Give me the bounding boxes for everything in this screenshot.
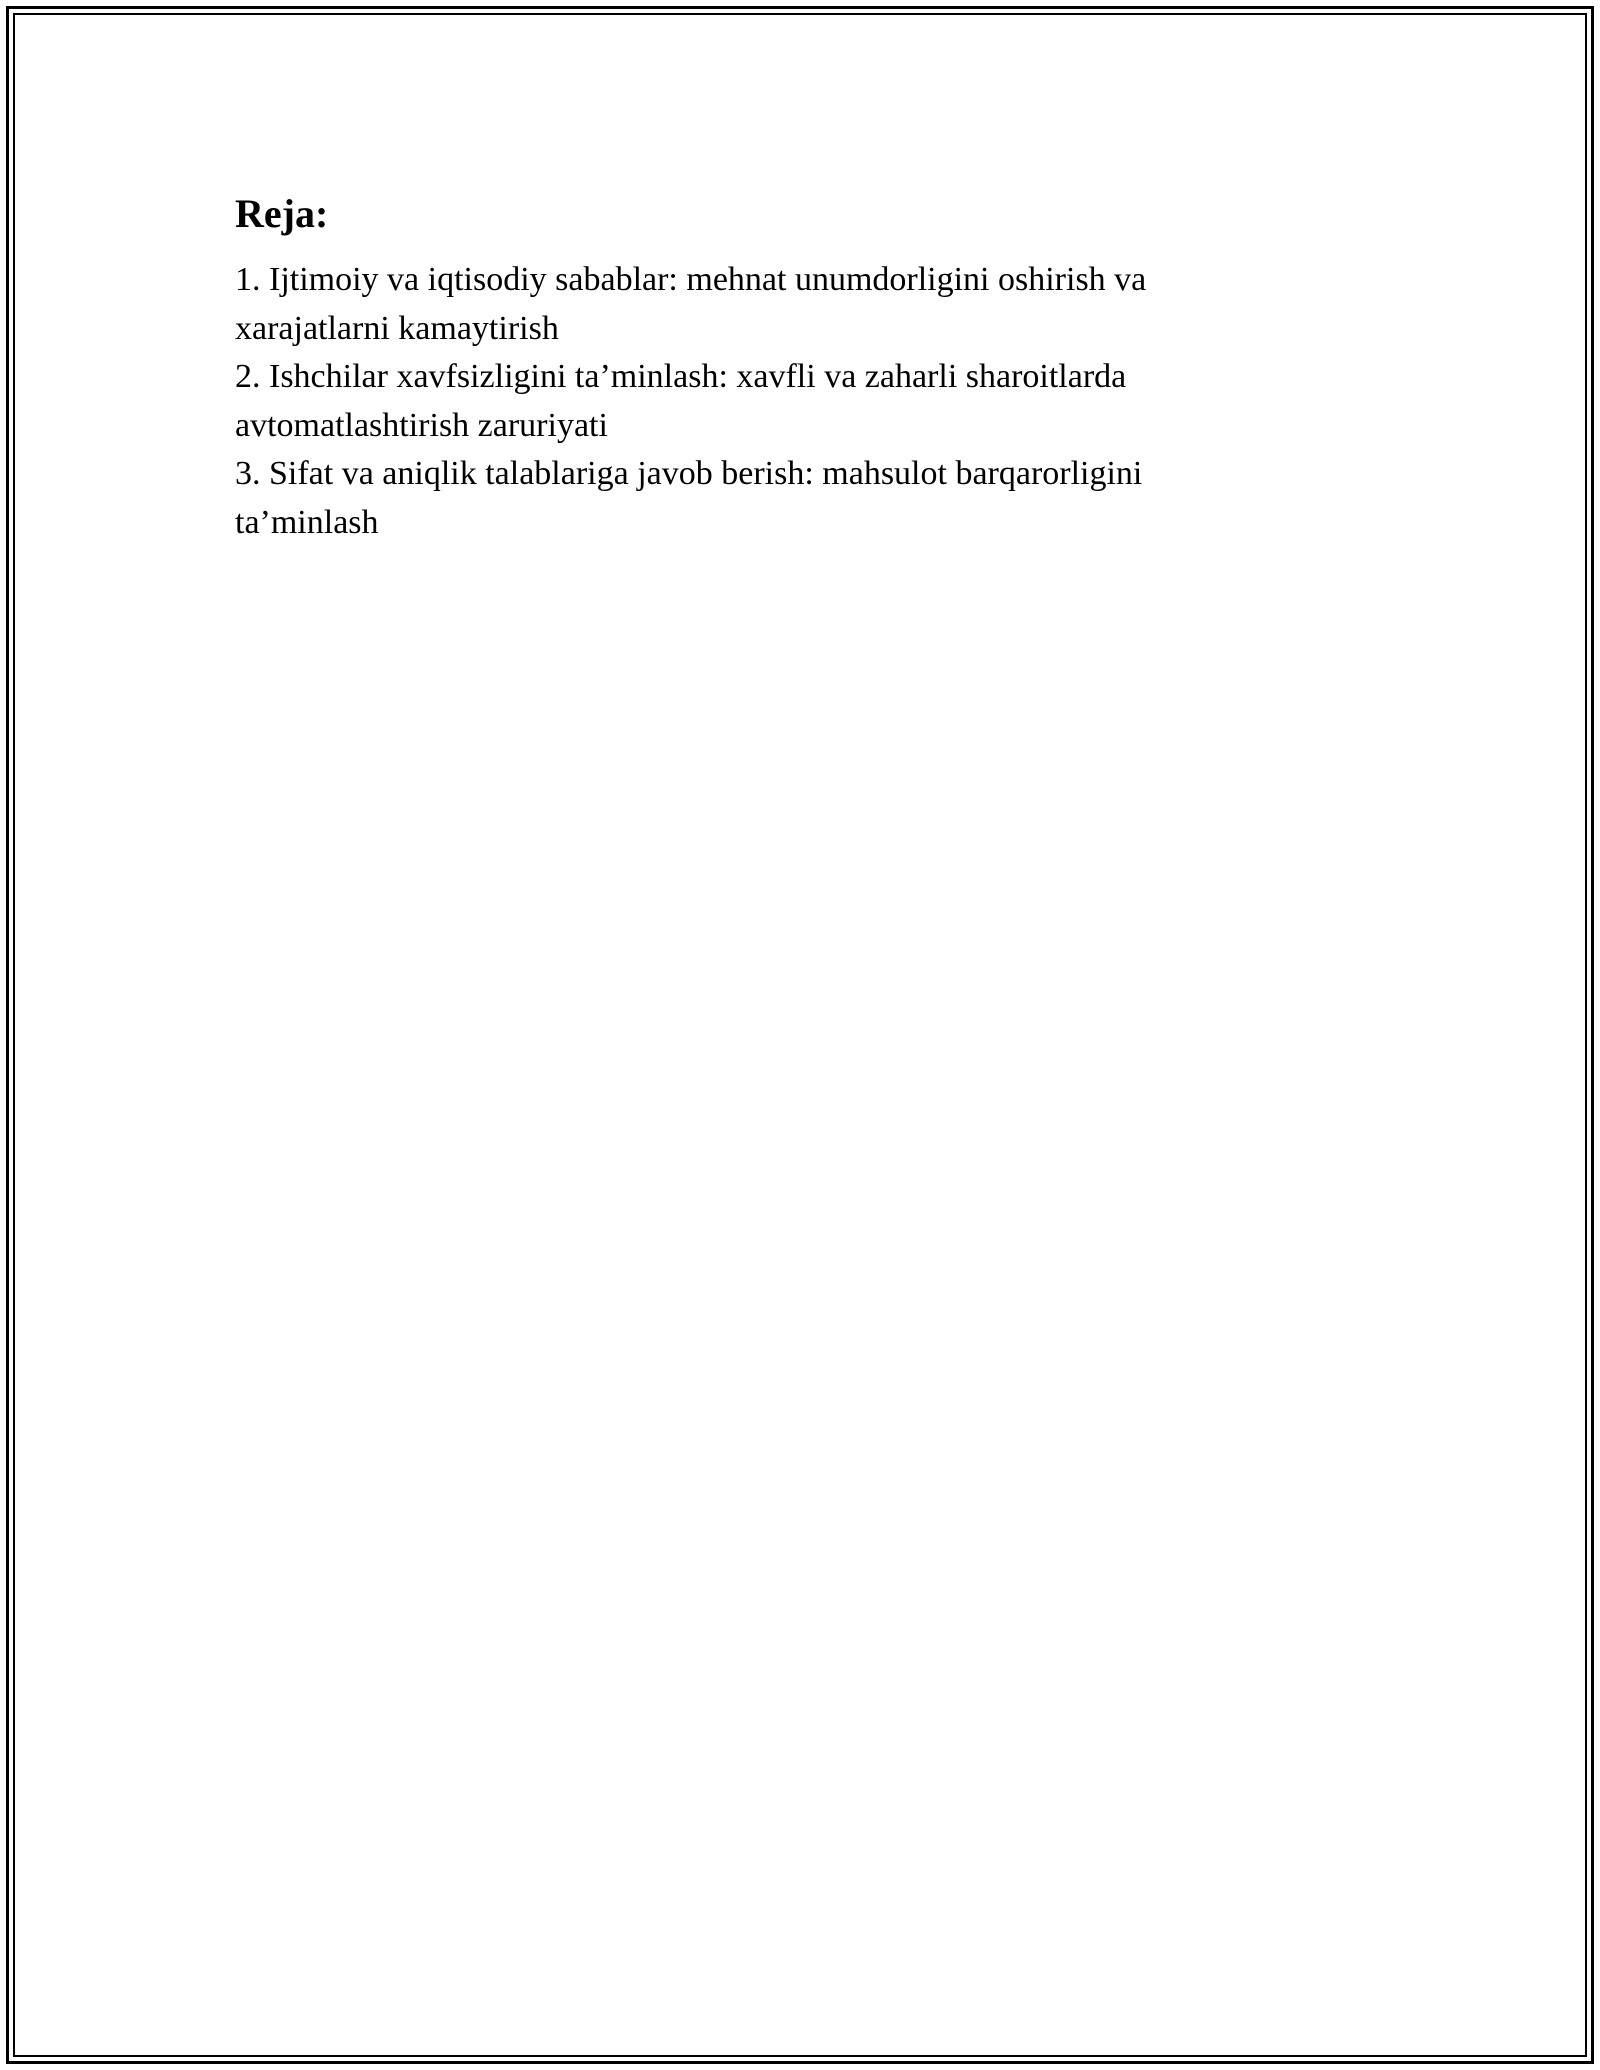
- plan-item-1: 1. Ijtimoiy va iqtisodiy sabablar: mehnat unumdorligini oshirish va xarajatlarni kamaytirish: [235, 261, 1147, 347]
- plan-list: [235, 256, 1255, 547]
- plan-item-2: 2. Ishchilar xavfsizligini ta’minlash: xavfli va zaharli sharoitlarda avtomatlashtirish zaruriyati: [235, 358, 1127, 444]
- plan-item-3: 3. Sifat va aniqlik talablariga javob berish: mahsulot barqarorligini ta’minlash: [235, 455, 1143, 541]
- page-title: Reja:: [235, 191, 329, 236]
- document-body: [235, 188, 1255, 547]
